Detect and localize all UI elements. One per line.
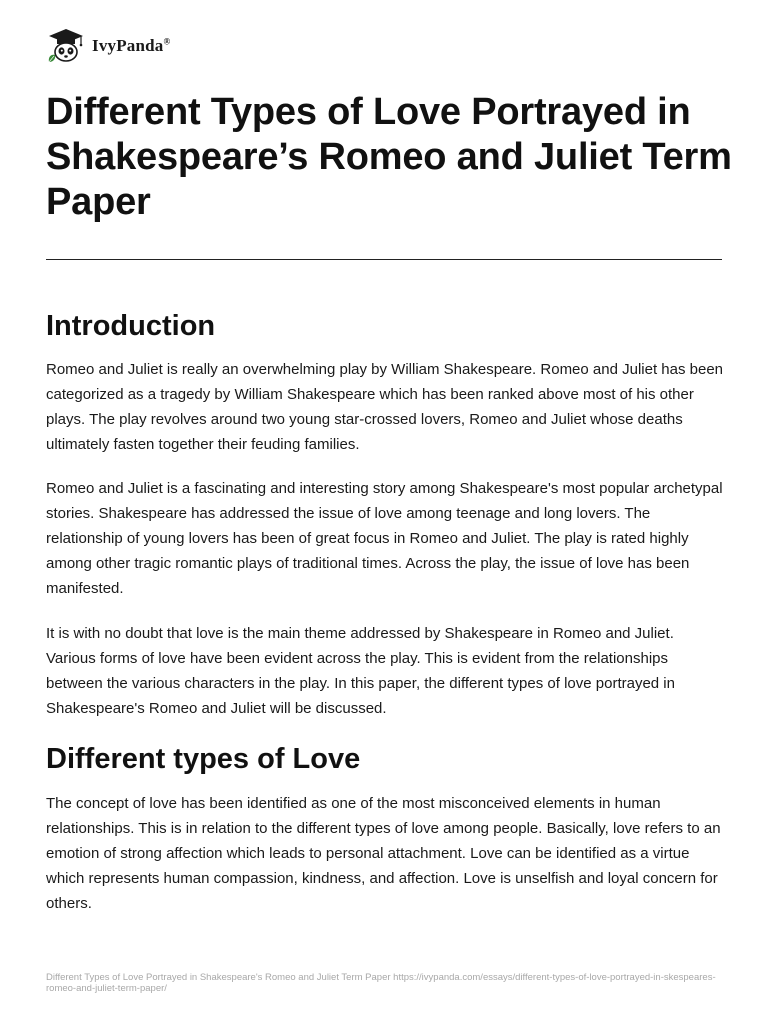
paragraph: Romeo and Juliet is really an overwhelming play by William Shakespeare. Romeo and Juliet has been categorized as a tragedy by William Shakespeare which has been ranked above most of his other plays. The play revolves around two young star-crossed lovers, Romeo and Juliet whose deaths ultimately fasten together their feuding families.	[46, 361, 724, 453]
section-heading-different-types-of-love: Different types of Love	[46, 743, 361, 775]
registered-mark: ®	[163, 36, 171, 47]
title-divider	[46, 259, 722, 260]
page-title: Different Types of Love Portrayed in Shakespeare’s Romeo and Juliet Term Paper	[46, 91, 732, 223]
logo-text: IvyPanda®	[92, 36, 171, 55]
page-footer-citation: Different Types of Love Portrayed in Shakespeare's Romeo and Juliet Term Paper https://ivypanda.com/essays/different-types-of-love-portrayed-in-skespeares-romeo-and-juliet-term-paper/	[46, 972, 716, 994]
section-heading-introduction: Introduction	[46, 310, 216, 342]
paragraph: It is with no doubt that love is the main theme addressed by Shakespeare in Romeo and Juliet. Various forms of love have been evident across the play. This is evident from the relationships between the various characters in the play. In this paper, the different types of love portrayed in Shakespeare's Romeo and Juliet will be discussed.	[46, 625, 675, 717]
paragraph: The concept of love has been identified as one of the most misconceived elements in human relationships. This is in relation to the different types of love among people. Basically, love refers to an emotion of strong affection which leads to personal attachment. Love can be identified as a virtue which represents human compassion, kindness, and affection. Love is unselfish and loyal concern for others.	[46, 795, 721, 912]
paragraph: Romeo and Juliet is a fascinating and interesting story among Shakespeare's most popular archetypal stories. Shakespeare has addressed the issue of love among teenage and long lovers. The relationship of young lovers has been of great focus in Romeo and Juliet. The play is rated highly among other tragic romantic plays of traditional times. Across the play, the issue of love has been manifested.	[46, 480, 723, 597]
ivypanda-logo[interactable]	[46, 28, 170, 64]
panda-graduate-icon	[46, 28, 86, 64]
